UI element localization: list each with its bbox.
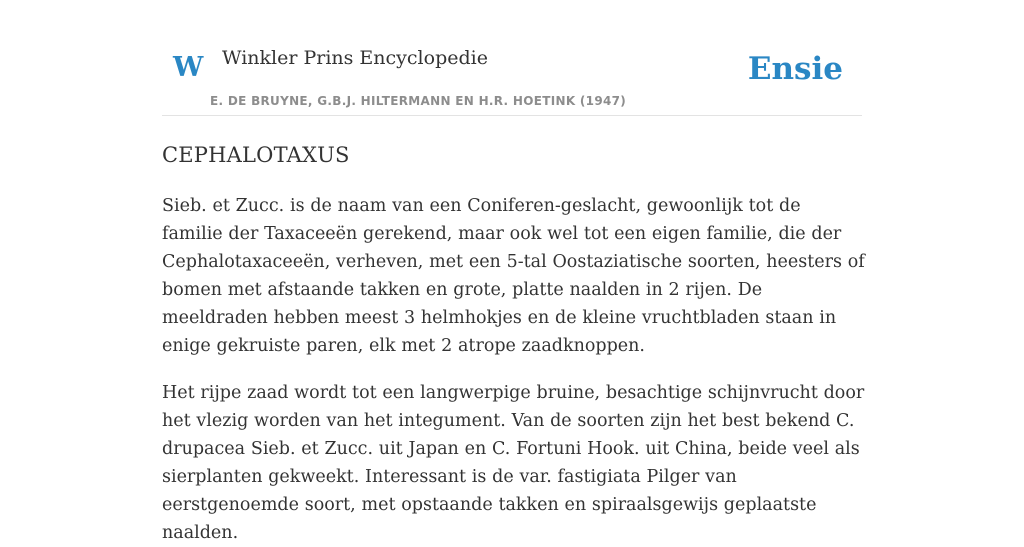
- article-title: CEPHALOTAXUS: [162, 143, 350, 167]
- article-paragraph: Het rijpe zaad wordt tot een langwerpige bruine, besachtige schijnvrucht door het vlezig worden van het integument. Van de soorten zijn het best bekend C. drupacea Sieb. et Zucc. uit Japan en C. Fortuni Hook. uit China, beide veel als sierplanten gekweekt. Interessant is de var. fastigiata Pilger van eerstgenoemde soort, met opstaande takken en spiraalsgewijs geplaatste naalden.: [162, 383, 865, 543]
- article-body: [162, 138, 866, 547]
- site-title[interactable]: Winkler Prins Encyclopedie: [222, 47, 488, 69]
- article-paragraph: Sieb. et Zucc. is de naam van een Coniferen-geslacht, gewoonlijk tot de familie der Taxaceeën gerekend, maar ook wel tot een eigen familie, die der Cephalotaxaceeën, verheven, met een 5-tal Oostaziatische soorten, heesters of bomen met afstaande takken en grote, platte naalden in 2 rijen. De meeldraden hebben meest 3 helmhokjes en de kleine vruchtbladen staan in enige gekruiste paren, elk met 2 atrope zaadknoppen.: [162, 196, 865, 356]
- ensie-brand-logo[interactable]: Ensie: [747, 51, 843, 87]
- winkler-prins-logo[interactable]: W: [173, 52, 204, 83]
- authors-credit: E. DE BRUYNE, G.B.J. HILTERMANN EN H.R. HOETINK (1947): [210, 94, 627, 108]
- site-header: [162, 40, 862, 116]
